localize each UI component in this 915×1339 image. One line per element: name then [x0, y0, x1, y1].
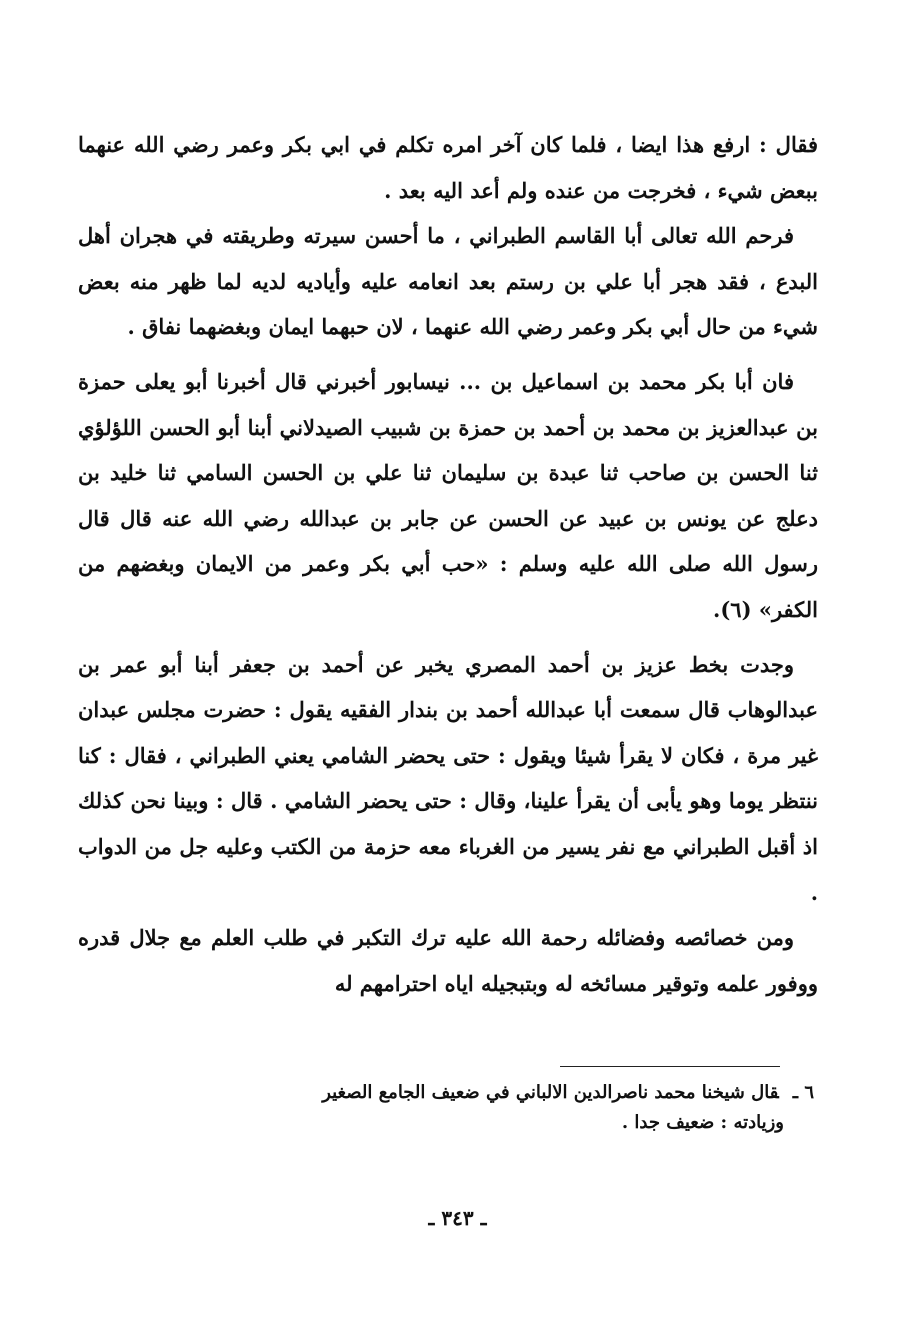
footnote [80, 1078, 814, 1138]
footnote-divider [560, 1066, 780, 1067]
footnote-number: ٦ ـ [792, 1082, 814, 1103]
paragraph-5: ومن خصائصه وفضائله رحمة الله عليه ترك التكبر في طلب العلم مع جلال قدره ووفور علمه وتوقير مسائخه له وبتبجيله اياه احترامهم له [78, 925, 818, 996]
footnote-continuation: وزيادته : ضعيف جدا . [621, 1112, 784, 1133]
main-text [78, 122, 818, 1006]
paragraph-2: فرحم الله تعالى أبا القاسم الطبراني ، ما أحسن سيرته وطريقته في هجران أهل البدع ، فقد هجر أبا علي بن رستم بعد انعامه عليه وأياديه لديه لما ظهر منه بعض شيء من حال أبي بكر وعمر رضي الله عنهما ، لان حبهما ايمان وبغضهما نفاق . [78, 223, 818, 340]
footnote-text: قال شيخنا محمد ناصرالدين الالباني في ضعيف الجامع الصغير [322, 1082, 779, 1103]
paragraph-4: وجدت بخط عزيز بن أحمد المصري يخبر عن أحمد بن جعفر أبنا أبو عمر بن عبدالوهاب قال سمعت أبا عبدالله أحمد بن بندار الفقيه يقول : حضرت مجلس عبدان غير مرة ، فكان لا يقرأ شيئا ويقول : حتى يحضر الشامي يعني الطبراني ، فقال : كنا ننتظر يوما وهو يأبى أن يقرأ علينا، وقال : حتى يحضر الشامي . قال : وبينا نحن كذلك اذ أقبل الطبراني مع نفر يسير من الغرباء معه حزمة من الكتب وعليه جل من الدواب . [78, 651, 818, 905]
paragraph-3: فان أبا بكر محمد بن اسماعيل بن ... نيسابور أخبرني قال أخبرنا أبو يعلى حمزة بن عبدالعزيز بن محمد بن أحمد بن حمزة بن شبيب الصيدلاني أبنا أبو الحسن اللؤلؤي ثنا الحسن بن صاحب ثنا عبدة بن سليمان ثنا علي بن الحسن السامي ثنا خليد بن دعلج عن يونس بن عبيد عن الحسن عن جابر بن عبدالله رضي الله عنه قال قال رسول الله صلى الله عليه وسلم : «حب أبي بكر وعمر من الايمان وبغضهم من الكفر» (٦). [78, 368, 818, 622]
paragraph-1: فقال : ارفع هذا ايضا ، فلما كان آخر امره تكلم في ابي بكر وعمر رضي الله عنهما ببعض شيء ، فخرجت من عنده ولم أعد اليه بعد . [78, 132, 818, 203]
page-number: ـ ٣٤٣ ـ [428, 1206, 487, 1230]
